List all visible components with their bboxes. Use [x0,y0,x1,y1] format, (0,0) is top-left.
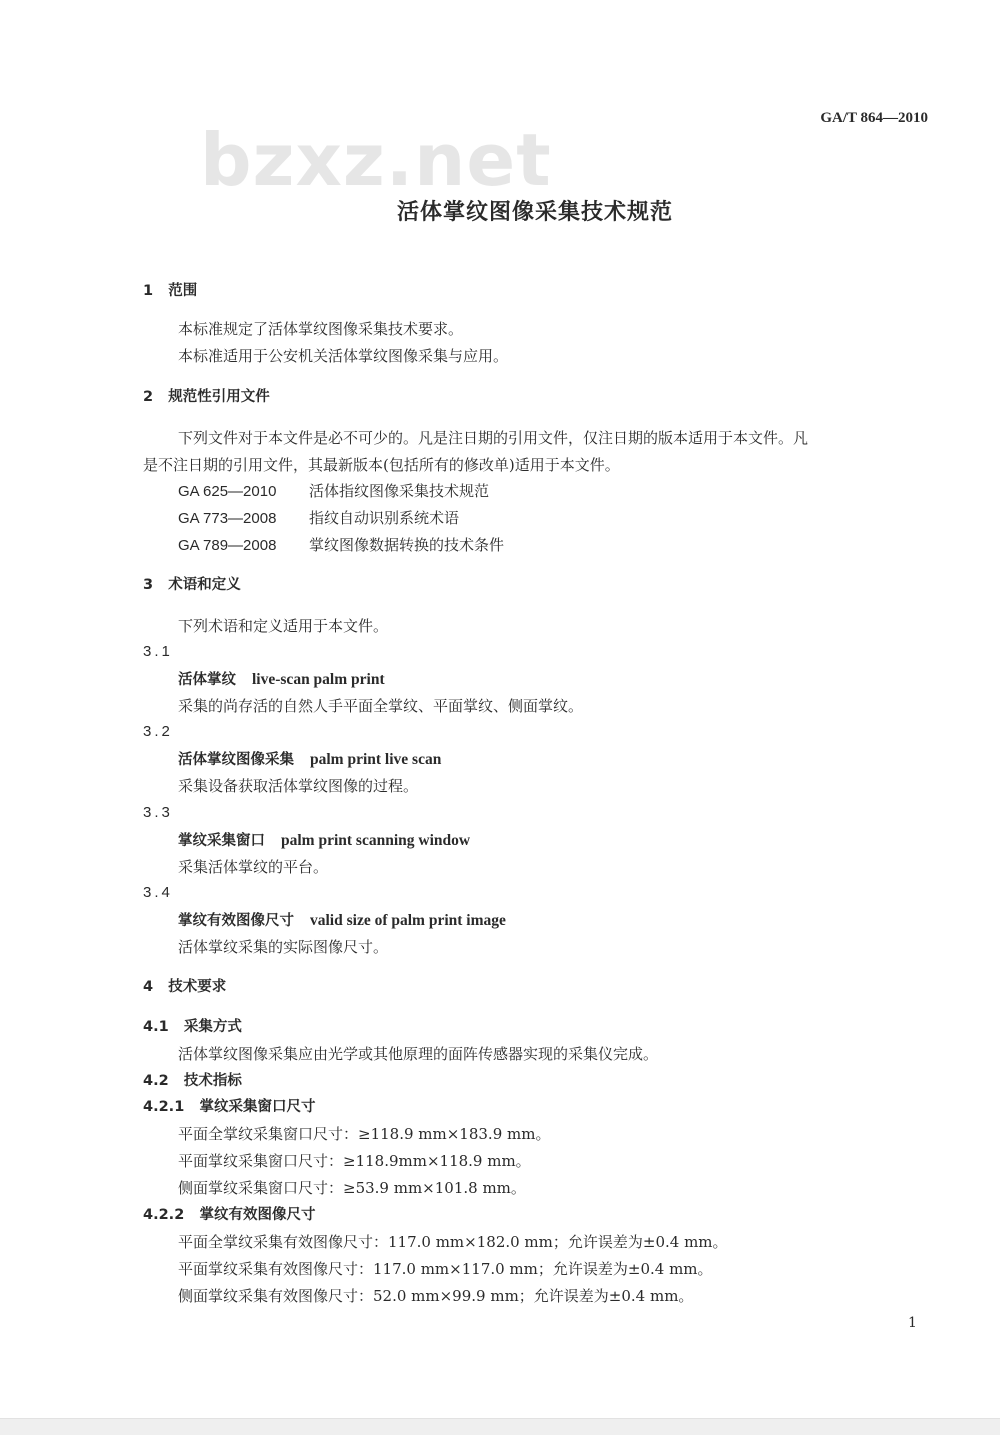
section-title: 采集方式 [183,1019,242,1035]
section-4-2-2-heading [143,1206,315,1224]
term-definition: 采集设备获取活体掌纹图像的过程。 [178,777,419,795]
term-heading [178,670,385,689]
reference-code: GA 789—2008 [178,537,277,554]
term-zh: 活体掌纹 [178,672,236,688]
spec-line: 平面全掌纹采集窗口尺寸：≥118.9 mm×183.9 mm。 [178,1125,551,1143]
reference-title: 指纹自动识别系统术语 [309,509,460,527]
reference-code: GA 625—2010 [178,483,277,500]
paragraph: 下列文件对于本文件是必不可少的。凡是注日期的引用文件，仅注日期的版本适用于本文件。凡 [178,429,809,447]
standard-code: GA/T 864—2010 [820,110,928,126]
term-number: 3.1 [143,643,173,660]
spec-line: 平面全掌纹采集有效图像尺寸：117.0 mm×182.0 mm；允许误差为±0.4 mm。 [178,1233,728,1251]
section-number: 3 [143,577,154,593]
term-number: 3.2 [143,723,173,740]
section-number: 1 [143,283,154,299]
section-4-2-heading [143,1072,242,1090]
section-number: 2 [143,389,154,405]
reference-item [178,509,459,528]
reference-title: 活体指纹图像采集技术规范 [309,482,490,500]
watermark: bzxz.net [200,118,552,202]
section-4-1-heading [143,1018,242,1036]
section-3-heading [143,576,241,594]
term-number: 3.4 [143,884,173,901]
paragraph: 活体掌纹图像采集应由光学或其他原理的面阵传感器实现的采集仪完成。 [178,1045,659,1063]
section-4-2-1-heading [143,1098,315,1116]
viewer-bottom-bar [0,1418,1000,1435]
term-heading [178,750,441,769]
term-number: 3.3 [143,804,173,821]
term-en: valid size of palm print image [310,912,506,929]
section-number: 4.2.2 [143,1207,185,1223]
term-definition: 活体掌纹采集的实际图像尺寸。 [178,938,389,956]
reference-item [178,482,489,501]
section-1-heading [143,282,197,300]
section-2-heading [143,388,270,406]
term-heading [178,831,470,850]
section-number: 4.1 [143,1019,169,1035]
term-definition: 采集的尚存活的自然人手平面全掌纹、平面掌纹、侧面掌纹。 [178,697,584,715]
section-title: 技术要求 [168,979,227,995]
section-number: 4.2.1 [143,1099,185,1115]
term-heading [178,911,506,930]
term-zh: 掌纹有效图像尺寸 [178,913,294,929]
paragraph: 本标准规定了活体掌纹图像采集技术要求。 [178,320,464,338]
section-title: 掌纹有效图像尺寸 [199,1207,316,1223]
reference-code: GA 773—2008 [178,510,277,527]
section-number: 4.2 [143,1073,169,1089]
term-zh: 掌纹采集窗口 [178,833,265,849]
spec-line: 侧面掌纹采集窗口尺寸：≥53.9 mm×101.8 mm。 [178,1179,526,1197]
term-definition: 采集活体掌纹的平台。 [178,858,329,876]
term-en: palm print live scan [310,751,442,768]
paragraph: 是不注日期的引用文件，其最新版本(包括所有的修改单)适用于本文件。 [143,456,620,474]
reference-item [178,536,504,555]
section-title: 技术指标 [183,1073,242,1089]
term-zh: 活体掌纹图像采集 [178,752,294,768]
section-title: 范围 [168,283,198,299]
term-en: live-scan palm print [252,671,385,688]
section-number: 4 [143,979,154,995]
spec-line: 平面掌纹采集有效图像尺寸：117.0 mm×117.0 mm；允许误差为±0.4 mm。 [178,1260,713,1278]
page-number: 1 [908,1315,917,1331]
document-title: 活体掌纹图像采集技术规范 [396,200,673,225]
section-title: 术语和定义 [168,577,241,593]
section-title: 规范性引用文件 [168,389,270,405]
section-title: 掌纹采集窗口尺寸 [199,1099,316,1115]
paragraph: 本标准适用于公安机关活体掌纹图像采集与应用。 [178,347,509,365]
spec-line: 侧面掌纹采集有效图像尺寸：52.0 mm×99.9 mm；允许误差为±0.4 mm。 [178,1287,694,1305]
term-en: palm print scanning window [281,832,471,849]
section-4-heading [143,978,226,996]
spec-line: 平面掌纹采集窗口尺寸：≥118.9mm×118.9 mm。 [178,1152,531,1170]
reference-title: 掌纹图像数据转换的技术条件 [309,536,505,554]
paragraph: 下列术语和定义适用于本文件。 [178,617,389,635]
